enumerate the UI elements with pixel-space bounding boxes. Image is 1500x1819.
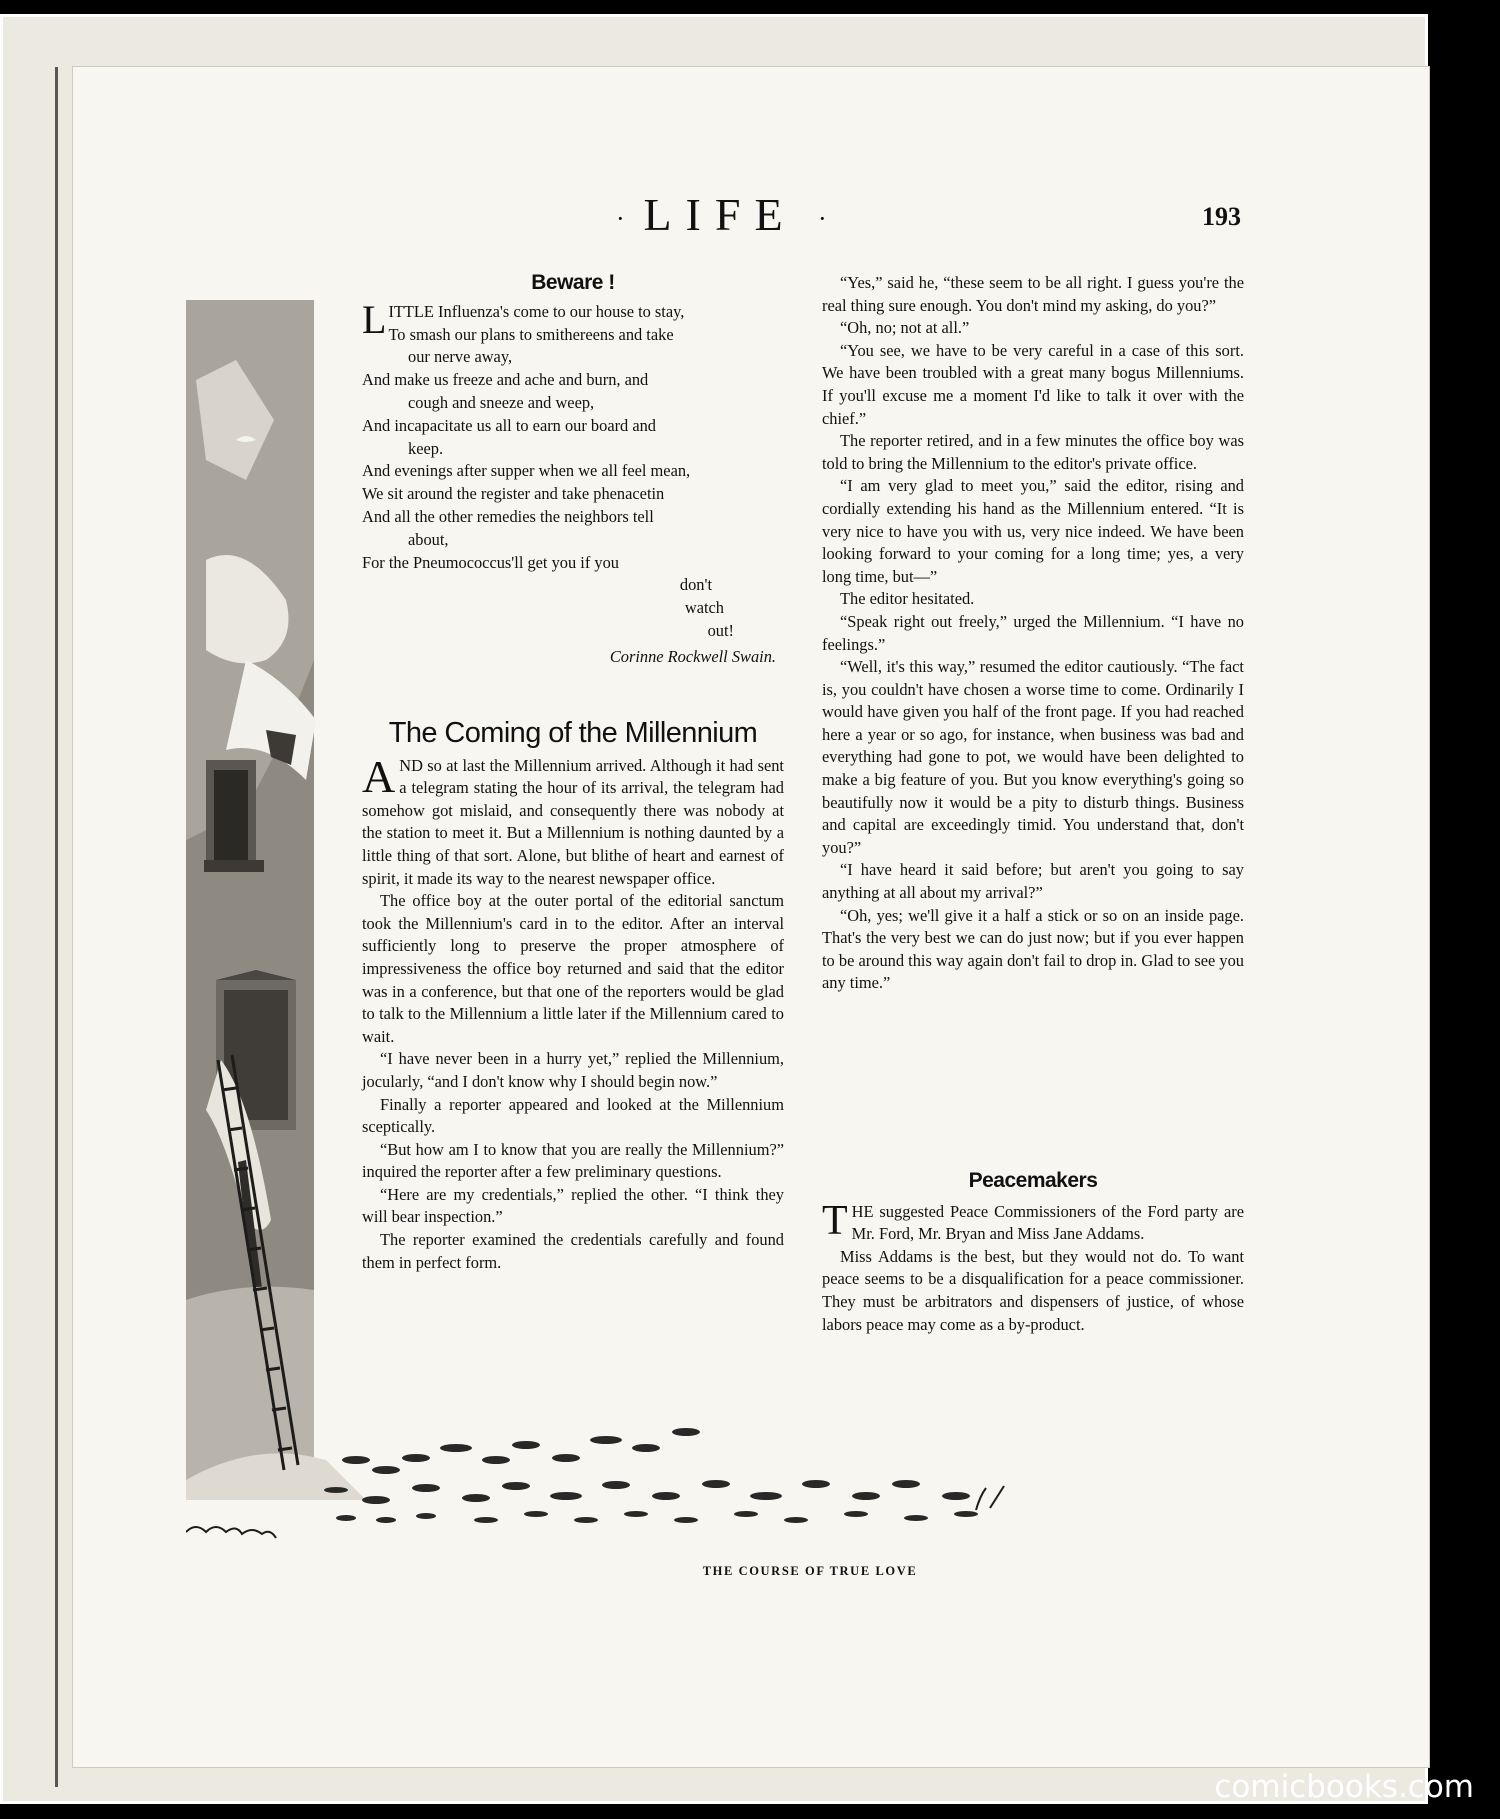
poem-line: cough and sneeze and weep, [408, 392, 595, 412]
paragraph: “I have heard it said before; but aren't you going to say anything at all about my arrival?” [822, 860, 1244, 903]
beware-title: Beware ! [531, 271, 615, 294]
watermark: comicbooks.com [1214, 1769, 1474, 1805]
poem-line: And make us freeze and ache and burn, and [362, 370, 649, 390]
poem-line: don't [679, 575, 712, 595]
paragraph: “You see, we have to be very careful in a case of this sort. We have been troubled with a great many bogus Millenniums. If you'll excuse me a moment I'd like to talk it over with the chief.” [822, 340, 1244, 428]
poem-line: our nerve away, [408, 347, 513, 367]
paragraph: The office boy at the outer portal of the editorial sanctum took the Millennium's card in to the editor. After an interval sufficiently long to preserve the proper atmosphere of impressiveness the office boy returned and said that the editor was in a conference, but that one of the reporters would be glad to talk to the Millennium a little later if the Millennium cared to wait. [362, 891, 784, 1046]
poem-line-text: ITTLE Influenza's come to our house to stay, [388, 301, 685, 321]
poem-lines [362, 296, 784, 643]
poem-line: For the Pneumococcus'll get you if you [362, 552, 619, 572]
page-number: 193 [1202, 202, 1241, 231]
paragraph: “But how am I to know that you are really the Millennium?” inquired the reporter after a few preliminary questions. [362, 1139, 784, 1182]
poem-line: To smash our plans to smithereens and take [388, 324, 674, 344]
paragraph: Finally a reporter appeared and looked at the Millennium sceptically. [362, 1094, 784, 1137]
drop-cap: L [362, 296, 387, 342]
poem-line: We sit around the register and take phenacetin [362, 484, 665, 504]
magazine-title: LIFE [643, 189, 797, 240]
paragraph: “I am very glad to meet you,” said the editor, rising and cordially extending his hand as the Millennium entered. “It is very nice to have you with us, very nice indeed. We have been looking forward to your coming for a long time; yes, a very long time, but—” [822, 476, 1244, 586]
drop-cap: A [362, 750, 396, 802]
paragraph: “Speak right out freely,” urged the Millennium. “I have no feelings.” [822, 611, 1244, 654]
paragraph: “Yes,” said he, “these seem to be all right. I guess you're the real thing sure enough. You don't mind my asking, do you?” [822, 273, 1244, 315]
paragraph-text: ND so at last the Millennium arrived. Although it had sent a telegram stating the hour of its arrival, the telegram had somehow got mislaid, and consequently there was nobody at the station to meet it. But a Millennium is nothing daunted by a little thing of that sort. Alone, but blithe of heart and earnest of spirit, it made its way to the nearest newspaper office. [362, 755, 784, 888]
poem-line: And evenings after supper when we all feel mean, [362, 461, 691, 481]
paragraph-text: HE suggested Peace Commissioners of the Ford party are Mr. Ford, Mr. Bryan and Miss Jane Addams. [851, 1201, 1244, 1244]
beware-poem [362, 272, 784, 669]
paragraph [362, 750, 784, 891]
paragraph: Miss Addams is the best, but they would not do. To want peace seems to be a disqualification for a peace commissioner. They must be arbitrators and dispensers of justice, of whose labors peace may come as a by-product. [822, 1246, 1244, 1334]
header-dot-right: · [818, 204, 827, 233]
peacemakers-title: Peacemakers [968, 1169, 1098, 1192]
peacemakers-article [822, 1170, 1244, 1336]
millennium-column-1 [362, 717, 784, 1274]
millennium-title: The Coming of the Millennium [388, 717, 758, 749]
paragraph: The editor hesitated. [840, 589, 975, 609]
poem-line: And incapacitate us all to earn our board and [362, 415, 657, 435]
footprints-in-snow [324, 1428, 978, 1523]
paragraph: “Oh, no; not at all.” [840, 318, 970, 338]
paragraph: “Oh, yes; we'll give it a half a stick or so on an inside page. That's the very best we can do just now; but if you ever happen to be around this way again don't fail to drop in. Glad to see you any time.” [822, 905, 1244, 993]
poem-line: And all the other remedies the neighbors tell [362, 506, 654, 526]
paragraph: The reporter examined the credentials carefully and found them in perfect form. [362, 1230, 784, 1272]
header-dot-left: · [616, 204, 625, 233]
paragraph: “Well, it's this way,” resumed the editor cautiously. “The fact is, you couldn't have chosen a worse time to come. Ordinarily I would have given you half of the front page. If you had reached here a year or so ago, for instance, when business was bad and everything had gone to pot, we would have been delighted to make a big feature of you. But you know everything's going so beautifully now it would be a pity to disturb things. Business and capital are exceedingly timid. You understand that, don't you?” [822, 657, 1244, 857]
drop-cap: T [822, 1197, 848, 1244]
paragraph: “Here are my credentials,” replied the other. “I think they will bear inspection.” [362, 1184, 784, 1227]
paragraph: The reporter retired, and in a few minutes the office boy was told to bring the Millennium to the editor's private office. [822, 431, 1244, 473]
paragraph [822, 1197, 1244, 1246]
illustration-caption: THE COURSE OF TRUE LOVE [702, 1564, 918, 1578]
poem-author: Corinne Rockwell Swain. [609, 646, 776, 666]
poem-line: about, [408, 529, 449, 549]
paragraph: “I have never been in a hurry yet,” replied the Millennium, jocularly, “and I don't know why I should begin now.” [362, 1049, 784, 1091]
poem-line: watch [684, 598, 724, 618]
poem-line: out! [707, 620, 734, 640]
millennium-column-2 [822, 272, 1244, 995]
poem-line: keep. [408, 438, 444, 458]
